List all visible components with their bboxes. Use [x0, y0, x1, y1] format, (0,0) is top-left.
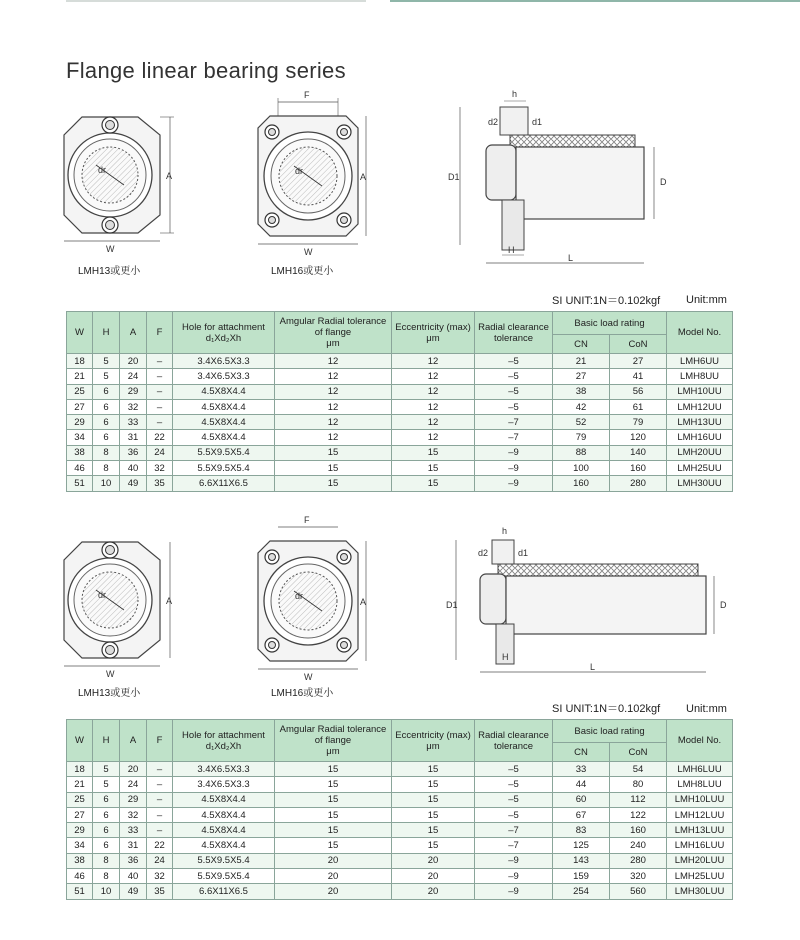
cell-eccentricity: 12	[392, 369, 475, 384]
cell-w: 46	[67, 461, 93, 476]
cell-h: 8	[93, 445, 120, 460]
cell-radial: –5	[475, 354, 553, 369]
table-row	[67, 869, 733, 884]
header-a: A	[120, 312, 147, 354]
cell-f: 22	[147, 430, 173, 445]
cell-model: LMH20LUU	[667, 853, 733, 868]
cell-a: 36	[120, 445, 147, 460]
cell-radial: –9	[475, 461, 553, 476]
flange-oval-diagram-1	[60, 105, 190, 265]
cell-cn: 254	[553, 884, 610, 899]
cell-model: LMH16UU	[667, 430, 733, 445]
header-w: W	[67, 312, 93, 354]
cell-a: 32	[120, 399, 147, 414]
cell-f: –	[147, 762, 173, 777]
header-con: CoN	[610, 743, 667, 762]
cell-eccentricity: 15	[392, 461, 475, 476]
cell-hole: 4.5X8X4.4	[173, 807, 275, 822]
table-row	[67, 445, 733, 460]
cell-radial: –5	[475, 792, 553, 807]
cell-a: 24	[120, 777, 147, 792]
cell-cn: 125	[553, 838, 610, 853]
cell-w: 21	[67, 777, 93, 792]
label-d2: d2	[488, 117, 499, 127]
cell-hole: 3.4X6.5X3.3	[173, 354, 275, 369]
cell-w: 21	[67, 369, 93, 384]
cell-a: 29	[120, 384, 147, 399]
cell-radial: –7	[475, 415, 553, 430]
cell-model: LMH8LUU	[667, 777, 733, 792]
cell-f: 32	[147, 869, 173, 884]
label-d1-2: d1	[518, 548, 529, 558]
label-H-2: H	[502, 652, 509, 662]
cell-radial: –7	[475, 823, 553, 838]
cell-cn: 143	[553, 853, 610, 868]
caption-lmh16-1: LMH16或更小	[271, 266, 334, 277]
cell-angular: 15	[275, 838, 392, 853]
cell-w: 29	[67, 415, 93, 430]
header-angular: Amgular Radial tolerance of flange μm	[275, 312, 392, 354]
label-dr-2: dr	[295, 166, 304, 176]
label-L: L	[568, 253, 574, 263]
cell-eccentricity: 15	[392, 807, 475, 822]
cell-cn: 79	[553, 430, 610, 445]
cell-w: 38	[67, 853, 93, 868]
cell-w: 51	[67, 884, 93, 899]
cell-w: 27	[67, 399, 93, 414]
cell-angular: 15	[275, 823, 392, 838]
table-row	[67, 777, 733, 792]
table-row	[67, 853, 733, 868]
table-row	[67, 399, 733, 414]
cell-h: 5	[93, 762, 120, 777]
cell-eccentricity: 20	[392, 869, 475, 884]
cell-angular: 15	[275, 445, 392, 460]
cell-eccentricity: 15	[392, 838, 475, 853]
cell-angular: 15	[275, 461, 392, 476]
cell-w: 34	[67, 430, 93, 445]
cell-eccentricity: 15	[392, 476, 475, 491]
cell-con: 61	[610, 399, 667, 414]
cell-w: 51	[67, 476, 93, 491]
cell-a: 29	[120, 792, 147, 807]
cell-angular: 15	[275, 807, 392, 822]
cell-radial: –5	[475, 384, 553, 399]
cell-eccentricity: 15	[392, 445, 475, 460]
label-A: A	[166, 171, 173, 181]
cell-con: 320	[610, 869, 667, 884]
cell-hole: 4.5X8X4.4	[173, 430, 275, 445]
cell-con: 80	[610, 777, 667, 792]
cell-model: LMH8UU	[667, 369, 733, 384]
cell-cn: 67	[553, 807, 610, 822]
cell-cn: 52	[553, 415, 610, 430]
cell-radial: –5	[475, 807, 553, 822]
cell-cn: 38	[553, 384, 610, 399]
label-A-3: A	[166, 596, 173, 606]
cell-eccentricity: 12	[392, 430, 475, 445]
cell-hole: 4.5X8X4.4	[173, 415, 275, 430]
cell-eccentricity: 20	[392, 884, 475, 899]
cell-h: 5	[93, 777, 120, 792]
cell-w: 38	[67, 445, 93, 460]
page-title: Flange linear bearing series	[66, 58, 346, 83]
label-A-2: A	[360, 172, 367, 182]
cell-radial: –9	[475, 853, 553, 868]
cell-f: 35	[147, 884, 173, 899]
table-row	[67, 792, 733, 807]
spec-table-1	[66, 311, 733, 492]
cell-f: 22	[147, 838, 173, 853]
cell-con: 122	[610, 807, 667, 822]
caption-lmh13-2: LMH13或更小	[78, 688, 141, 699]
cell-eccentricity: 12	[392, 415, 475, 430]
cell-model: LMH12UU	[667, 399, 733, 414]
cell-con: 120	[610, 430, 667, 445]
cell-hole: 5.5X9.5X5.4	[173, 869, 275, 884]
cell-eccentricity: 15	[392, 792, 475, 807]
cell-eccentricity: 12	[392, 384, 475, 399]
label-F-2: F	[304, 515, 310, 525]
cell-h: 6	[93, 415, 120, 430]
label-D1: D1	[448, 172, 460, 182]
cell-h: 6	[93, 792, 120, 807]
cell-angular: 20	[275, 853, 392, 868]
header-f: F	[147, 720, 173, 762]
cell-a: 31	[120, 430, 147, 445]
cell-con: 54	[610, 762, 667, 777]
cell-con: 280	[610, 476, 667, 491]
header-eccentricity: Eccentricity (max) μm	[392, 720, 475, 762]
cell-con: 160	[610, 823, 667, 838]
cell-h: 6	[93, 399, 120, 414]
label-d1: d1	[532, 117, 543, 127]
cell-angular: 12	[275, 430, 392, 445]
cell-hole: 3.4X6.5X3.3	[173, 777, 275, 792]
cell-angular: 15	[275, 476, 392, 491]
cell-f: –	[147, 399, 173, 414]
table-row	[67, 762, 733, 777]
header-cn: CN	[553, 335, 610, 354]
header-basic-load: Basic load rating	[553, 312, 667, 335]
cell-hole: 5.5X9.5X5.4	[173, 461, 275, 476]
flange-square-diagram-2	[248, 515, 378, 690]
label-A-4: A	[360, 597, 367, 607]
cell-model: LMH13LUU	[667, 823, 733, 838]
cell-model: LMH12LUU	[667, 807, 733, 822]
cell-radial: –7	[475, 838, 553, 853]
header-h: H	[93, 720, 120, 762]
header-angular: Amgular Radial tolerance of flange μm	[275, 720, 392, 762]
label-dr: dr	[98, 165, 107, 175]
label-d2-2: d2	[478, 548, 489, 558]
top-rule-right	[390, 0, 800, 2]
cell-con: 240	[610, 838, 667, 853]
label-h: h	[512, 89, 518, 99]
cell-f: 24	[147, 445, 173, 460]
cell-h: 6	[93, 823, 120, 838]
label-F: F	[304, 90, 310, 100]
unit-mm-2: Unit:mm	[686, 703, 727, 715]
cell-cn: 21	[553, 354, 610, 369]
table-row	[67, 384, 733, 399]
cell-f: –	[147, 415, 173, 430]
header-model: Model No.	[667, 720, 733, 762]
cell-w: 25	[67, 792, 93, 807]
cell-angular: 12	[275, 369, 392, 384]
label-L-2: L	[590, 662, 596, 672]
cell-h: 6	[93, 430, 120, 445]
cell-hole: 4.5X8X4.4	[173, 792, 275, 807]
cell-eccentricity: 15	[392, 762, 475, 777]
cell-model: LMH16LUU	[667, 838, 733, 853]
label-h-2: h	[502, 526, 508, 536]
header-radial: Radial clearance tolerance	[475, 312, 553, 354]
cell-f: –	[147, 792, 173, 807]
flange-square-diagram-1	[248, 90, 378, 265]
header-eccentricity: Eccentricity (max) μm	[392, 312, 475, 354]
cell-w: 29	[67, 823, 93, 838]
table-row	[67, 461, 733, 476]
label-D-2: D	[720, 600, 727, 610]
header-hole: Hole for attachment d₁Xd₂Xh	[173, 720, 275, 762]
cell-hole: 3.4X6.5X3.3	[173, 369, 275, 384]
header-f: F	[147, 312, 173, 354]
cell-con: 41	[610, 369, 667, 384]
cell-w: 34	[67, 838, 93, 853]
cell-hole: 6.6X11X6.5	[173, 884, 275, 899]
bearing-side-diagram-2	[440, 520, 730, 685]
cell-a: 33	[120, 415, 147, 430]
cell-model: LMH30LUU	[667, 884, 733, 899]
header-h: H	[93, 312, 120, 354]
cell-radial: –7	[475, 430, 553, 445]
cell-h: 5	[93, 369, 120, 384]
cell-angular: 15	[275, 792, 392, 807]
cell-model: LMH10UU	[667, 384, 733, 399]
cell-h: 10	[93, 884, 120, 899]
label-W: W	[106, 244, 115, 254]
cell-f: –	[147, 807, 173, 822]
cell-f: 35	[147, 476, 173, 491]
cell-model: LMH6UU	[667, 354, 733, 369]
table-row	[67, 430, 733, 445]
cell-con: 560	[610, 884, 667, 899]
cell-hole: 5.5X9.5X5.4	[173, 853, 275, 868]
label-H: H	[508, 245, 515, 255]
cell-w: 46	[67, 869, 93, 884]
cell-eccentricity: 15	[392, 823, 475, 838]
cell-w: 18	[67, 354, 93, 369]
cell-f: 24	[147, 853, 173, 868]
cell-f: 32	[147, 461, 173, 476]
cell-a: 20	[120, 354, 147, 369]
header-basic-load: Basic load rating	[553, 720, 667, 743]
cell-con: 27	[610, 354, 667, 369]
cell-radial: –9	[475, 869, 553, 884]
cell-hole: 4.5X8X4.4	[173, 384, 275, 399]
cell-model: LMH25LUU	[667, 869, 733, 884]
cell-cn: 160	[553, 476, 610, 491]
cell-f: –	[147, 777, 173, 792]
cell-h: 8	[93, 853, 120, 868]
top-rule-left	[66, 0, 366, 2]
cell-angular: 12	[275, 415, 392, 430]
header-cn: CN	[553, 743, 610, 762]
cell-cn: 44	[553, 777, 610, 792]
cell-model: LMH20UU	[667, 445, 733, 460]
cell-angular: 12	[275, 384, 392, 399]
label-W-2: W	[304, 247, 313, 257]
flange-oval-diagram-2	[60, 530, 190, 690]
cell-hole: 6.6X11X6.5	[173, 476, 275, 491]
cell-con: 79	[610, 415, 667, 430]
table-row	[67, 838, 733, 853]
cell-a: 40	[120, 461, 147, 476]
cell-h: 5	[93, 354, 120, 369]
cell-cn: 159	[553, 869, 610, 884]
table-row	[67, 823, 733, 838]
cell-cn: 33	[553, 762, 610, 777]
table-row	[67, 476, 733, 491]
cell-a: 49	[120, 884, 147, 899]
bearing-side-diagram-1	[440, 85, 680, 270]
cell-model: LMH13UU	[667, 415, 733, 430]
cell-con: 56	[610, 384, 667, 399]
cell-cn: 42	[553, 399, 610, 414]
cell-f: –	[147, 384, 173, 399]
cell-f: –	[147, 823, 173, 838]
cell-a: 31	[120, 838, 147, 853]
cell-w: 27	[67, 807, 93, 822]
cell-h: 8	[93, 869, 120, 884]
header-radial: Radial clearance tolerance	[475, 720, 553, 762]
cell-cn: 88	[553, 445, 610, 460]
cell-h: 10	[93, 476, 120, 491]
cell-cn: 27	[553, 369, 610, 384]
label-dr-3: dr	[98, 590, 107, 600]
cell-a: 40	[120, 869, 147, 884]
cell-radial: –5	[475, 399, 553, 414]
header-a: A	[120, 720, 147, 762]
cell-con: 112	[610, 792, 667, 807]
cell-model: LMH30UU	[667, 476, 733, 491]
cell-radial: –9	[475, 445, 553, 460]
cell-a: 36	[120, 853, 147, 868]
cell-radial: –5	[475, 777, 553, 792]
cell-a: 33	[120, 823, 147, 838]
cell-w: 18	[67, 762, 93, 777]
cell-a: 20	[120, 762, 147, 777]
cell-h: 6	[93, 384, 120, 399]
cell-cn: 83	[553, 823, 610, 838]
caption-lmh13-1: LMH13或更小	[78, 266, 141, 277]
cell-con: 140	[610, 445, 667, 460]
table-row	[67, 369, 733, 384]
spec-table-2	[66, 719, 733, 900]
header-con: CoN	[610, 335, 667, 354]
cell-radial: –9	[475, 476, 553, 491]
cell-eccentricity: 20	[392, 853, 475, 868]
label-D1-2: D1	[446, 600, 458, 610]
cell-con: 160	[610, 461, 667, 476]
cell-angular: 15	[275, 777, 392, 792]
table-row	[67, 354, 733, 369]
cell-f: –	[147, 354, 173, 369]
header-w: W	[67, 720, 93, 762]
cell-model: LMH10LUU	[667, 792, 733, 807]
label-W-3: W	[106, 669, 115, 679]
cell-h: 6	[93, 807, 120, 822]
cell-angular: 15	[275, 762, 392, 777]
cell-eccentricity: 12	[392, 354, 475, 369]
unit-si-2: SI UNIT:1N＝0.102kgf	[552, 703, 661, 715]
cell-cn: 100	[553, 461, 610, 476]
cell-a: 32	[120, 807, 147, 822]
label-dr-4: dr	[295, 591, 304, 601]
cell-model: LMH25UU	[667, 461, 733, 476]
cell-hole: 3.4X6.5X3.3	[173, 762, 275, 777]
cell-a: 24	[120, 369, 147, 384]
caption-lmh16-2: LMH16或更小	[271, 688, 334, 699]
cell-con: 280	[610, 853, 667, 868]
header-hole: Hole for attachment d₁Xd₂Xh	[173, 312, 275, 354]
header-model: Model No.	[667, 312, 733, 354]
cell-a: 49	[120, 476, 147, 491]
cell-angular: 20	[275, 884, 392, 899]
cell-radial: –5	[475, 762, 553, 777]
cell-angular: 12	[275, 354, 392, 369]
label-W-4: W	[304, 672, 313, 682]
cell-eccentricity: 12	[392, 399, 475, 414]
label-D: D	[660, 177, 667, 187]
cell-model: LMH6LUU	[667, 762, 733, 777]
cell-radial: –5	[475, 369, 553, 384]
cell-angular: 20	[275, 869, 392, 884]
cell-h: 6	[93, 838, 120, 853]
cell-h: 8	[93, 461, 120, 476]
unit-mm-1: Unit:mm	[686, 294, 727, 306]
cell-eccentricity: 15	[392, 777, 475, 792]
cell-radial: –9	[475, 884, 553, 899]
cell-hole: 4.5X8X4.4	[173, 399, 275, 414]
cell-w: 25	[67, 384, 93, 399]
cell-cn: 60	[553, 792, 610, 807]
cell-hole: 5.5X9.5X5.4	[173, 445, 275, 460]
cell-angular: 12	[275, 399, 392, 414]
table-row	[67, 884, 733, 899]
table-row	[67, 415, 733, 430]
cell-hole: 4.5X8X4.4	[173, 838, 275, 853]
cell-f: –	[147, 369, 173, 384]
table-row	[67, 807, 733, 822]
unit-si-1: SI UNIT:1N＝0.102kgf	[552, 295, 661, 307]
cell-hole: 4.5X8X4.4	[173, 823, 275, 838]
